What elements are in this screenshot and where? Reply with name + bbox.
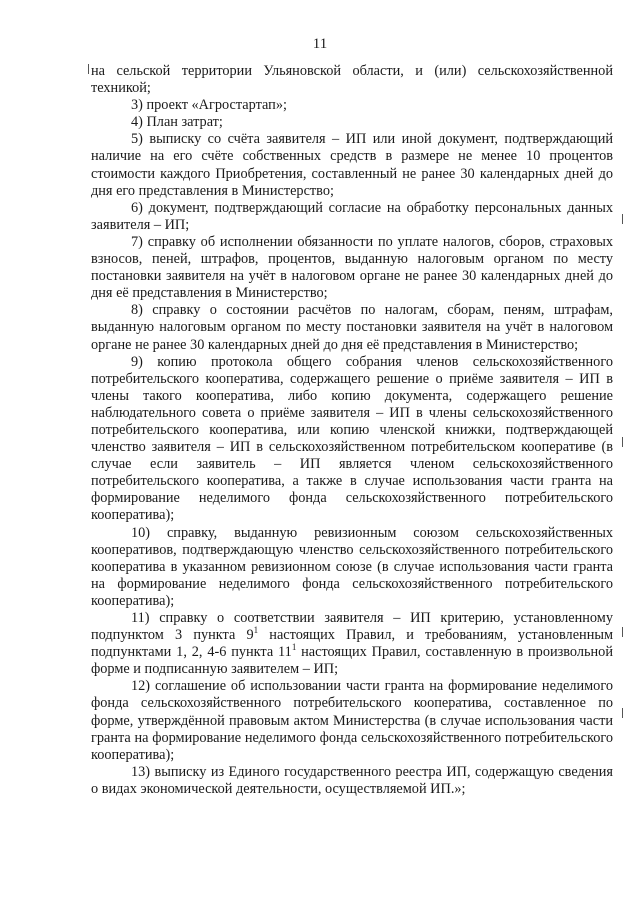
- scan-margin-mark: [622, 214, 627, 224]
- page-number: 11: [312, 36, 328, 52]
- scan-margin-mark: [622, 437, 627, 447]
- scan-margin-mark: [88, 64, 93, 74]
- list-item-3: 3) проект «Агростартап»;: [131, 97, 287, 114]
- scan-margin-mark: [622, 627, 627, 637]
- superscript-1: 1: [253, 625, 259, 636]
- paragraph-continuation: на сельской территории Ульяновской области, и (или) сельскохозяйственной техникой;: [91, 63, 613, 97]
- document-body: [91, 63, 613, 798]
- list-item-4: 4) План затрат;: [131, 114, 223, 131]
- list-item-6: 6) документ, подтверждающий согласие на обработку персональных данных заявителя – ИП;: [91, 199, 613, 233]
- list-item-8: 8) справку о состоянии расчётов по налогам, сборам, пеням, штрафам, выданную налоговым органом по месту постановки заявителя на учёт в налоговом органе не ранее 30 календарных дней до дня её представления в Министерство;: [91, 302, 613, 353]
- scan-margin-mark: [622, 708, 627, 718]
- list-item-12: 12) соглашение об использовании части гранта на формирование неделимого фонда сельскохозяйственного потребительского кооператива, составленное по форме, утверждённой правовым актом Министерства (в случае использования части гранта на формирование неделимого фонда сельскохозяйственного потребительского кооператива);: [91, 678, 613, 763]
- list-item-10: 10) справку, выданную ревизионным союзом сельскохозяйственных кооперативов, подтверждающую членство сельскохозяйственного потребительского кооператива в указанном ревизионном союзе (в случае использования части гранта на формирование неделимого фонда сельскохозяйственного потребительского кооператива);: [91, 524, 613, 609]
- list-item-5: 5) выписку со счёта заявителя – ИП или иной документ, подтверждающий наличие на его счёте собственных средств в размере не менее 10 процентов стоимости каждого Приобретения, составленный не ранее 30 календарных дней до дня его представления в Министерство;: [91, 131, 613, 199]
- list-item-11-text-c: настоящих Правил, составленную в произвольной форме и подписанную заявителем – ИП;: [91, 644, 613, 678]
- list-item-7: 7) справку об исполнении обязанности по уплате налогов, сборов, страховых взносов, пеней, штрафов, процентов, выданную налоговым органом по месту постановки заявителя на учёт в налоговом органе не ранее 30 календарных дней до дня её представления в Министерство;: [91, 233, 613, 302]
- list-item-11: [91, 610, 613, 678]
- list-item-11-text-b: настоящих Правил, и требованиям, установленным подпунктами 1, 2, 4-6 пункта 11: [91, 627, 613, 661]
- list-item-9: 9) копию протокола общего собрания членов сельскохозяйственного потребительского кооператива, содержащего решение о приёме заявителя – ИП в члены такого кооператива, либо копию документа, содержащего решение наблюдательного совета о приёме заявителя – ИП в члены сельскохозяйственного потребительского кооператива, или копию членской книжки, подтверждающей членство заявителя – ИП в сельскохозяйственном потребительском кооперативе (в случае если заявитель – ИП является членом сельскохозяйственного потребительского кооператива, а также в случае использования части гранта на формирование неделимого фонда сельскохозяйственного потребительского кооператива);: [91, 353, 613, 524]
- list-item-13: 13) выписку из Единого государственного реестра ИП, содержащую сведения о видах экономической деятельности, осуществляемой ИП.»;: [91, 763, 613, 797]
- list-item-11-text-a: 11) справку о соответствии заявителя – ИП критерию, установленному подпунктом 3 пункта 9: [91, 610, 613, 644]
- superscript-1: 1: [291, 642, 297, 653]
